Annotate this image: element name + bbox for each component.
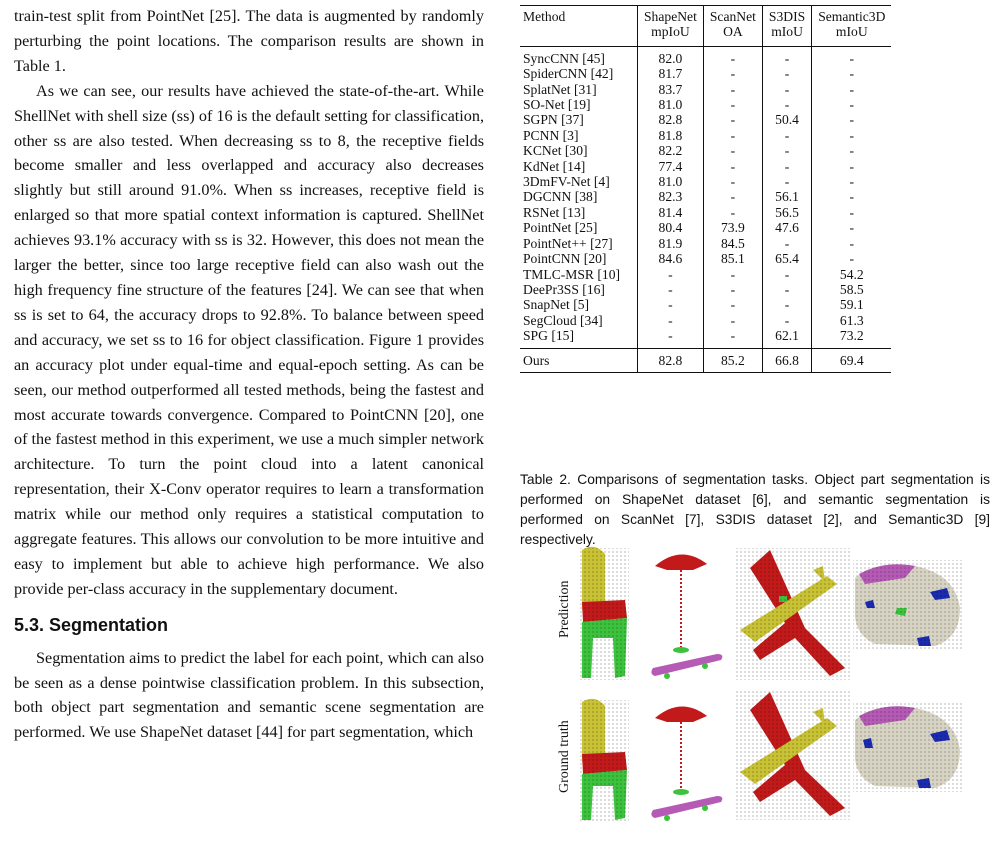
car-pointcloud [853, 560, 963, 650]
header-method: Method [523, 9, 566, 24]
table-row [520, 189, 891, 204]
table-cell: SPG [15] [523, 328, 574, 344]
table-row [520, 251, 891, 266]
table-cell: - [638, 328, 704, 348]
table-row [520, 143, 891, 158]
point-cloud-renderings [555, 538, 985, 828]
table-cell: - [762, 267, 811, 282]
paragraph: train-test split from PointNet [25]. The data is augmented by randomly perturbing the point locations. The comparison results are shown in Table 1. [14, 7, 484, 75]
table-cell: - [812, 174, 892, 189]
paragraph: As we can see, our results have achieved the state-of-the-art. While ShellNet with shell size (ss) of 16 is the default setting for classification, other ss are also tested. When decreasing ss to 8, the receptive fields become smaller and less overlapped and accuracy also decreases slightly but still around 91.0%. When ss increases, receptive field is enlarged so that more spatial context information is captured. ShellNet achieves 93.1% accuracy with ss is 32. However, this does not mean the larger the better, since too large receptive field can also wash out the high frequency fine structure of the features [24]. We can see that when ss is set to 64, the accuracy drops to 92.8%. To balance between speed and accuracy, we set ss to 16 for object classification. Figure 1 provides an accuracy plot under equal-time and equal-epoch setting. As can be seen, our method outperformed all tested methods, being the fastest and most accurate towards convergence. Compared to PointCNN [20], one of the fastest method in this experiment, we use a much simpler network architecture. To turn the point cloud into a latent canonical representation, their X-Conv operator requires to learn a transformation matrix while our method only requires a statistical computation to aggregate features. This allows our convolution to be more intuitive and easy to implement but able to achieve high performance. We also provide per-class accuracy in the supplementary document. [14, 81, 484, 598]
row-label-prediction: Prediction [557, 580, 572, 638]
paragraph: Segmentation aims to predict the label for each point, which can also be seen as a dense pointwise classification problem. In this subsection, both object part segmentation and semantic scene segmentation are performed. We use ShapeNet dataset [44] for part segmentation, which [14, 648, 484, 742]
skateboard-pointcloud [651, 796, 722, 821]
table-cell: - [703, 313, 762, 328]
table-cell: 85.2 [703, 348, 762, 372]
segmentation-figure [555, 538, 985, 828]
chair-pointcloud [579, 699, 629, 822]
table-cell: - [762, 46, 811, 66]
table-cell: KdNet [14] [523, 158, 586, 174]
table-cell: 82.2 [638, 143, 704, 158]
table-cell: 81.9 [638, 236, 704, 251]
table-cell: 80.4 [638, 220, 704, 235]
table-row [520, 97, 891, 112]
table-cell: 81.0 [638, 174, 704, 189]
skateboard-pointcloud [651, 654, 722, 679]
table-cell: - [812, 189, 892, 204]
table-cell: - [703, 112, 762, 127]
table-cell: - [812, 251, 892, 266]
table-cell: - [762, 236, 811, 251]
table-cell: - [762, 97, 811, 112]
table-row [520, 267, 891, 282]
car-pointcloud [853, 702, 963, 792]
table-cell: - [638, 282, 704, 297]
table-cell: 83.7 [638, 82, 704, 97]
table-cell: - [812, 143, 892, 158]
table-cell: - [703, 267, 762, 282]
table-cell: 59.1 [812, 297, 892, 312]
table-cell: 81.0 [638, 97, 704, 112]
table-cell: - [703, 143, 762, 158]
table-cell: 56.5 [762, 205, 811, 220]
table-row [520, 236, 891, 251]
table-cell: - [762, 297, 811, 312]
table-cell: 81.7 [638, 66, 704, 81]
chair-pointcloud [579, 547, 629, 680]
header-scannet: ScanNet OA [703, 6, 762, 47]
table-cell: 69.4 [812, 348, 892, 372]
table-cell: - [762, 159, 811, 174]
table-cell: 47.6 [762, 220, 811, 235]
table-cell: - [812, 46, 892, 66]
table-cell: SO-Net [19] [523, 97, 591, 113]
table-cell: - [703, 159, 762, 174]
table-cell: - [703, 128, 762, 143]
table-cell: - [703, 189, 762, 204]
table-row [520, 205, 891, 220]
table-cell: 81.4 [638, 205, 704, 220]
table-cell: 84.5 [703, 236, 762, 251]
table-cell: 56.1 [762, 189, 811, 204]
table-cell: 82.8 [638, 348, 704, 372]
table-cell: - [703, 174, 762, 189]
table-row-ours [520, 348, 891, 372]
table-cell: 65.4 [762, 251, 811, 266]
table-cell: - [762, 82, 811, 97]
row-label-ground-truth: Ground truth [557, 720, 572, 793]
header-s3dis: S3DIS mIoU [762, 6, 811, 47]
table-cell: DeePr3SS [16] [523, 281, 605, 297]
table-cell: - [762, 66, 811, 81]
table-header-row [520, 6, 891, 47]
table-cell: 82.3 [638, 189, 704, 204]
table-cell: 82.8 [638, 112, 704, 127]
table-cell: - [638, 267, 704, 282]
table-row [520, 297, 891, 312]
table-cell: - [703, 82, 762, 97]
left-column-text [14, 4, 484, 745]
table-cell: SpiderCNN [42] [523, 66, 614, 82]
table-row [520, 159, 891, 174]
table-row [520, 112, 891, 127]
table-cell: 73.2 [812, 328, 892, 348]
table-cell: - [812, 128, 892, 143]
table-cell: - [812, 82, 892, 97]
table-cell: - [762, 128, 811, 143]
table-cell: TMLC-MSR [10] [523, 266, 621, 282]
airplane-pointcloud [735, 548, 850, 680]
table-cell: KCNet [30] [523, 143, 588, 159]
table-cell: 73.9 [703, 220, 762, 235]
table-cell: 77.4 [638, 159, 704, 174]
table-cell: - [762, 174, 811, 189]
table-cell: 66.8 [762, 348, 811, 372]
table-cell: RSNet [13] [523, 204, 586, 220]
header-shapenet: ShapeNet mpIoU [638, 6, 704, 47]
table-cell: Ours [523, 352, 550, 368]
lamp-pointcloud [655, 554, 707, 653]
table-cell: - [812, 97, 892, 112]
table-row [520, 220, 891, 235]
section-heading: 5.3. Segmentation [14, 614, 169, 635]
table-cell: SegCloud [34] [523, 312, 603, 328]
prediction-row [579, 547, 963, 680]
table-cell: - [812, 66, 892, 81]
table-cell: DGCNN [38] [523, 189, 598, 205]
table-cell: 85.1 [703, 251, 762, 266]
airplane-pointcloud [735, 690, 850, 820]
table-row [520, 328, 891, 348]
table-cell: - [812, 205, 892, 220]
table-cell: - [703, 328, 762, 348]
table-row [520, 282, 891, 297]
table-cell: - [703, 297, 762, 312]
table-cell: - [703, 66, 762, 81]
table-cell: - [638, 297, 704, 312]
table-cell: - [762, 313, 811, 328]
lamp-pointcloud [655, 706, 707, 795]
table-row [520, 174, 891, 189]
table-cell: 54.2 [812, 267, 892, 282]
table-cell: 84.6 [638, 251, 704, 266]
table-cell: 62.1 [762, 328, 811, 348]
table-cell: PointCNN [20] [523, 251, 607, 267]
table-cell: 81.8 [638, 128, 704, 143]
table-cell: - [638, 313, 704, 328]
table-cell: PCNN [3] [523, 127, 579, 143]
table-cell: 82.0 [638, 46, 704, 66]
table-cell: 58.5 [812, 282, 892, 297]
table-cell: SplatNet [31] [523, 81, 597, 97]
table-row [520, 66, 891, 81]
table-cell: PointNet [25] [523, 220, 598, 236]
table-cell: - [812, 220, 892, 235]
table-cell: - [762, 143, 811, 158]
table-cell: PointNet++ [27] [523, 235, 613, 251]
table-cell: SyncCNN [45] [523, 50, 605, 66]
table-cell: 3DmFV-Net [4] [523, 174, 610, 190]
table-cell: - [762, 282, 811, 297]
table-row [520, 313, 891, 328]
table-cell: SnapNet [5] [523, 297, 590, 313]
table-row [520, 128, 891, 143]
results-table [520, 5, 891, 373]
header-semantic3d: Semantic3D mIoU [812, 6, 892, 47]
table-cell: - [812, 236, 892, 251]
table-cell: SGPN [37] [523, 112, 584, 128]
table-cell: 61.3 [812, 313, 892, 328]
table-cell: - [703, 97, 762, 112]
table-row [520, 46, 891, 66]
table-cell: - [812, 112, 892, 127]
table-cell: - [703, 282, 762, 297]
table-cell: - [703, 46, 762, 66]
table-cell: - [703, 205, 762, 220]
table-cell: - [812, 159, 892, 174]
table-row [520, 82, 891, 97]
table-caption: Table 2. Comparisons of segmentation tasks. Object part segmentation is performed on ShapeNet dataset [6], and semantic segmentation is performed on ScanNet [7], S3DIS dataset [2], and Semantic3D [9] respectively. [520, 472, 990, 547]
ground-truth-row [579, 690, 963, 822]
table-cell: 50.4 [762, 112, 811, 127]
